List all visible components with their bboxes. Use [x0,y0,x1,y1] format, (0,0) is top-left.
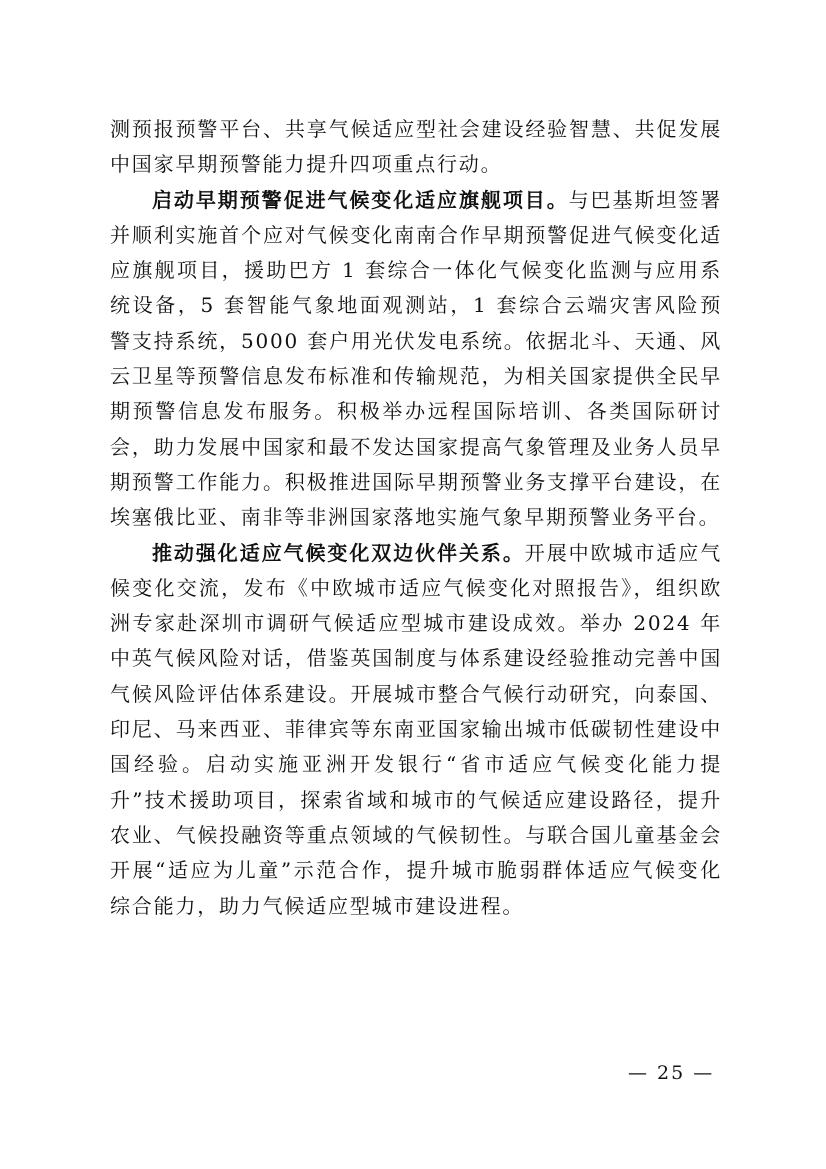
page-number: — 25 — [628,1062,715,1084]
paragraph-early-warning [110,183,722,536]
paragraph-bilateral-partnership [110,536,722,924]
paragraph-text: 测预报预警平台、共享气候适应型社会建设经验智慧、共促发展中国家早期预警能力提升四项重点行动。 [110,117,722,177]
paragraph-continuation [110,112,722,183]
paragraph-text: 开展中欧城市适应气候变化交流，发布《中欧城市适应气候变化对照报告》，组织欧洲专家赴深圳市调研气候适应型城市建设成效。举办 2024 年中英气候风险对话，借鉴英国制度与体系建设经验推动完善中国气候风险评估体系建设。开展城市整合气候行动研究，向泰国、印尼、马来西亚、菲律宾等东南亚国家输出城市低碳韧性建设中国经验。启动实施亚洲开发银行“省市适应气候变化能力提升”技术援助项目，探索省域和城市的气候适应建设路径，提升农业、气候投融资等重点领域的气候韧性。与联合国儿童基金会开展“适应为儿童”示范合作，提升城市脆弱群体适应气候变化综合能力，助力气候适应型城市建设进程。 [110,540,723,918]
paragraph-heading: 启动早期预警促进气候变化适应旗舰项目。 [152,187,569,212]
paragraph-text: 与巴基斯坦签署并顺利实施首个应对气候变化南南合作早期预警促进气候变化适应旗舰项目，援助巴方 1 套综合一体化气候变化监测与应用系统设备，5 套智能气象地面观测站，1 套综合云端灾害风险预警支持系统，5000 套户用光伏发电系统。依据北斗、天通、风云卫星等预警信息发布标准和传输规范，为相关国家提供全民早期预警信息发布服务。积极举办远程国际培训、各类国际研讨会，助力发展中国家和最不发达国家提高气象管理及业务人员早期预警工作能力。积极推进国际早期预警业务支撑平台建设，在埃塞俄比亚、南非等非洲国家落地实施气象早期预警业务平台。 [110,187,722,530]
document-body [110,112,722,924]
paragraph-heading: 推动强化适应气候变化双边伙伴关系。 [152,540,525,565]
